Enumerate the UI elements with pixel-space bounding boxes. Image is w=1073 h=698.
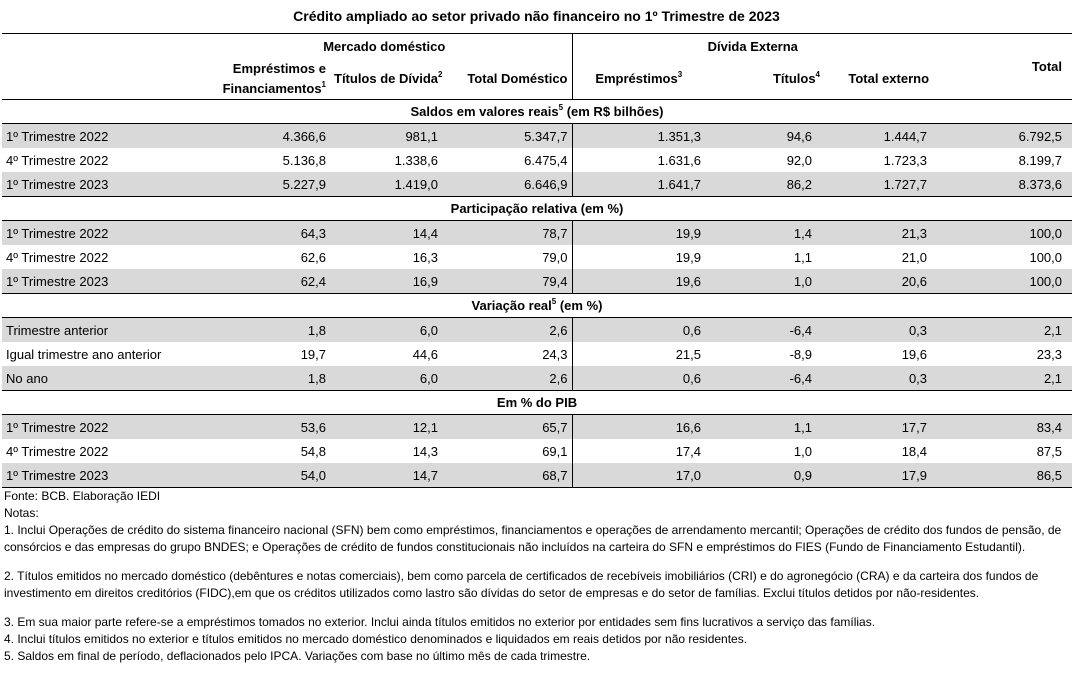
table-cell: 1.723,3 [883, 152, 928, 168]
table-cell: 4.366,6 [197, 124, 330, 149]
section-header-row [2, 100, 1072, 124]
table-row [2, 245, 1072, 269]
table-cell: 24,3 [542, 346, 568, 362]
col-header-total: Total [933, 34, 1072, 100]
table-cell: 17,9 [830, 463, 933, 488]
table-row [2, 463, 1072, 488]
table-cell: 17,4 [572, 439, 705, 463]
table-cell: 17,0 [572, 463, 705, 488]
note-3: 3. Em sua maior parte refere-se a empréstimos tomados no exterior. Inclui ainda títulos emitidos no exterior por entidades sem fins lucrativos a serviço das famílias. [4, 615, 876, 629]
table-cell: 92,0 [786, 152, 812, 168]
table-cell: 0,3 [830, 318, 933, 343]
table-cell: 1,0 [705, 269, 830, 294]
footnote-ref-2: 2 [438, 70, 443, 79]
footnote-ref-3: 3 [677, 70, 683, 79]
table-cell: 1,4 [705, 221, 830, 246]
section-title [2, 197, 1072, 221]
row-label: 1º Trimestre 2023 [2, 269, 197, 294]
table-cell: 1,1 [793, 249, 812, 265]
col-header-emprestimos-line2-text: Financiamentos [222, 81, 322, 96]
table-cell: 100,0 [933, 269, 1072, 294]
table-cell: 5.227,9 [197, 172, 330, 197]
table-cell: 5.136,8 [282, 152, 326, 168]
section-header-row [2, 294, 1072, 318]
table-cell: 1.641,7 [572, 172, 705, 197]
table-cell: 44,6 [412, 346, 438, 362]
row-label: 4º Trimestre 2022 [6, 152, 109, 168]
table-cell: 1.631,6 [572, 148, 705, 172]
table-row [2, 148, 1072, 172]
col-header-total-domestico: Total Doméstico [442, 59, 572, 100]
table-cell: 2,1 [933, 366, 1072, 391]
table-row [2, 366, 1072, 391]
col-header-emprestimos-line2 [201, 79, 326, 99]
col-header-titulos-ext-text: Títulos [772, 71, 816, 86]
credit-table [2, 33, 1072, 488]
table-cell: 64,3 [197, 221, 330, 246]
header-empty-2 [2, 59, 197, 100]
table-cell: 87,5 [1036, 443, 1063, 459]
table-cell: 0,6 [572, 366, 705, 391]
table-cell: 21,5 [572, 342, 705, 366]
table-cell: 6,0 [330, 366, 442, 391]
table-cell: 65,7 [442, 415, 572, 440]
table-cell: 1.338,6 [394, 152, 438, 168]
table-cell: 0,3 [830, 366, 933, 391]
table-row [2, 124, 1072, 149]
row-label: Trimestre anterior [2, 318, 197, 343]
row-label: 1º Trimestre 2023 [2, 172, 197, 197]
section-title-text: Saldos em valores reais [410, 104, 559, 119]
footnote-ref-1: 1 [321, 80, 326, 89]
table-cell: 68,7 [442, 463, 572, 488]
section-title-suffix: (em R$ bilhões) [563, 104, 664, 119]
group-header-domestic: Mercado doméstico [197, 34, 572, 60]
table-cell: 0,6 [572, 318, 705, 343]
row-label: 4º Trimestre 2022 [6, 443, 109, 459]
row-label: 1º Trimestre 2023 [2, 463, 197, 488]
table-cell: 83,4 [933, 415, 1072, 440]
table-cell: 86,5 [933, 463, 1072, 488]
table-cell: 5.347,7 [442, 124, 572, 149]
table-row [2, 415, 1072, 440]
table-cell: 53,6 [197, 415, 330, 440]
table-row [2, 439, 1072, 463]
table-cell: 62,4 [197, 269, 330, 294]
table-cell: 23,3 [1036, 346, 1063, 362]
table-cell: 2,6 [442, 366, 572, 391]
col-header-emprestimos-ext [572, 59, 705, 100]
col-header-titulos-divida-text: Títulos de Dívida [334, 71, 439, 86]
table-cell: 1.727,7 [830, 172, 933, 197]
table-row [2, 221, 1072, 246]
table-cell: 12,1 [330, 415, 442, 440]
table-cell: -8,9 [789, 346, 812, 362]
table-cell: 6,0 [330, 318, 442, 343]
table-cell: 1,1 [705, 415, 830, 440]
table-cell: 1,8 [197, 318, 330, 343]
row-label: 4º Trimestre 2022 [6, 249, 109, 265]
note-5: 5. Saldos em final de período, deflacionados pelo IPCA. Variações com base no último mês de cada trimestre. [4, 649, 591, 663]
section-title-text: Em % do PIB [496, 395, 578, 410]
table-cell: 16,6 [572, 415, 705, 440]
section-title-text: Variação real [471, 298, 552, 313]
table-cell: 18,4 [901, 443, 928, 459]
table-cell: 1,0 [793, 443, 812, 459]
row-label: 1º Trimestre 2022 [2, 415, 197, 440]
table-cell: 78,7 [442, 221, 572, 246]
header-empty [2, 34, 197, 60]
row-label: Igual trimestre ano anterior [6, 346, 162, 362]
col-header-total-externo: Total externo [830, 59, 933, 100]
table-row [2, 342, 1072, 366]
table-cell: 14,4 [330, 221, 442, 246]
table-cell: 54,8 [300, 443, 326, 459]
table-cell: 6.646,9 [442, 172, 572, 197]
col-header-emprestimos-ext-text: Empréstimos [595, 71, 678, 86]
section-footnote-ref: 5 [551, 297, 557, 306]
table-cell: 94,6 [705, 124, 830, 149]
table-cell: 19,9 [572, 221, 705, 246]
footnote-ref-4: 4 [815, 70, 820, 79]
table-body [2, 100, 1072, 488]
table-cell: -6,4 [705, 366, 830, 391]
table-cell: 19,9 [572, 245, 705, 269]
table-cell: 100,0 [1029, 249, 1063, 265]
table-cell: 20,6 [830, 269, 933, 294]
table-cell: 86,2 [705, 172, 830, 197]
table-cell: 100,0 [933, 221, 1072, 246]
note-4: 4. Inclui títulos emitidos no exterior e títulos emitidos no mercado doméstico denominados e liquidados em reais detidos por não residentes. [4, 632, 748, 646]
table-cell: 1,8 [197, 366, 330, 391]
table-cell: 19,6 [572, 269, 705, 294]
notes-heading: Notas: [4, 506, 39, 520]
section-title [2, 294, 1072, 318]
section-title [2, 391, 1072, 415]
table-cell: 981,1 [330, 124, 442, 149]
section-title-text: Participação relativa (em %) [450, 201, 624, 216]
table-cell: 6.792,5 [933, 124, 1072, 149]
table-cell: 79,0 [542, 249, 568, 265]
table-cell: 69,1 [542, 443, 568, 459]
table-cell: 0,9 [705, 463, 830, 488]
table-cell: 8.199,7 [1018, 152, 1063, 168]
table-title: Crédito ampliado ao setor privado não financeiro no 1º Trimestre de 2023 [293, 8, 780, 24]
notes [4, 488, 1069, 665]
table-cell: 2,1 [933, 318, 1072, 343]
section-title [2, 100, 1072, 124]
row-label: No ano [2, 366, 197, 391]
section-title-suffix: (em %) [556, 298, 603, 313]
group-header-external: Dívida Externa [572, 34, 933, 60]
table-cell: 21,3 [830, 221, 933, 246]
table-cell: 19,7 [300, 346, 326, 362]
table-cell: 1.351,3 [572, 124, 705, 149]
table-cell: 2,6 [442, 318, 572, 343]
table-cell: -6,4 [705, 318, 830, 343]
row-label: 1º Trimestre 2022 [2, 124, 197, 149]
section-footnote-ref: 5 [558, 103, 564, 112]
section-header-row [2, 197, 1072, 221]
row-label: 1º Trimestre 2022 [2, 221, 197, 246]
table-row [2, 172, 1072, 197]
table-cell: 17,7 [830, 415, 933, 440]
table-row [2, 318, 1072, 343]
table-cell: 79,4 [442, 269, 572, 294]
col-header-emprestimos-line1: Empréstimos e [232, 61, 326, 76]
table-cell: 1.419,0 [330, 172, 442, 197]
table-cell: 16,3 [412, 249, 438, 265]
col-header-emprestimos-financiamentos [197, 59, 330, 100]
table-cell: 1.444,7 [830, 124, 933, 149]
note-1: 1. Inclui Operações de crédito do sistema financeiro nacional (SFN) bem como empréstimos, financiamentos e operações de arrendamento mercantil; Operações de crédito dos fundos de pensão, de consórcios e das empresas do grupo BNDES; e Operações de crédito de fundos constitucionais não incluídos na carteira do SFN e empréstimos do FIES (Fundo de Financiamento Estudantil). [4, 523, 1062, 554]
table-cell: 14,7 [330, 463, 442, 488]
table-cell: 8.373,6 [933, 172, 1072, 197]
table-cell: 16,9 [330, 269, 442, 294]
table-cell: 6.475,4 [524, 152, 568, 168]
table-cell: 54,0 [197, 463, 330, 488]
col-header-titulos-divida [330, 59, 442, 100]
table-cell: 14,3 [412, 443, 438, 459]
table-cell: 62,6 [300, 249, 326, 265]
table-row [2, 269, 1072, 294]
source-note: Fonte: BCB. Elaboração IEDI [4, 489, 161, 503]
col-header-titulos-ext [705, 59, 830, 100]
table-cell: 21,0 [901, 249, 928, 265]
table-cell: 19,6 [901, 346, 928, 362]
section-header-row [2, 391, 1072, 415]
note-2: 2. Títulos emitidos no mercado doméstico (debêntures e notas comerciais), bem como parcela de certificados de recebíveis imobiliários (CRI) e do agronegócio (CRA) e da carteira dos fundos de investimento em direitos creditórios (FIDC),em que os créditos utilizados como lastro são dívidas do setor de empresas e do setor de famílias. Exclui títulos detidos por não-residentes. [4, 569, 1039, 600]
